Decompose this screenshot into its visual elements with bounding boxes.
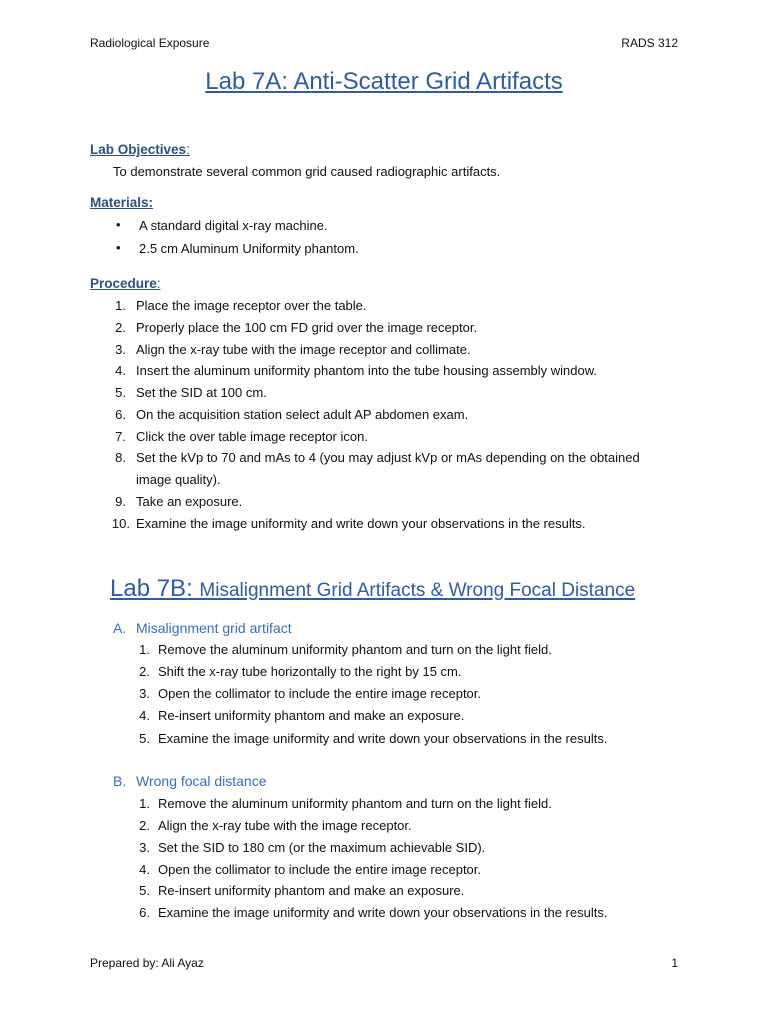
step-number: 10.	[111, 516, 130, 531]
material-item: 2.5 cm Aluminum Uniformity phantom.	[139, 241, 359, 256]
step-text: Properly place the 100 cm FD grid over the image receptor.	[136, 320, 478, 335]
step-text: Shift the x-ray tube horizontally to the right by 15 cm.	[158, 664, 462, 679]
step-text: Open the collimator to include the entire image receptor.	[158, 862, 482, 877]
step-text: Examine the image uniformity and write down your observations in the results.	[158, 731, 608, 746]
step-number: 2.	[139, 818, 150, 833]
step-text: Remove the aluminum uniformity phantom and turn on the light field.	[158, 642, 552, 657]
lab7b-title: Lab 7B: Misalignment Grid Artifacts & Wrong Focal Distance	[110, 575, 636, 602]
step-number: 2.	[139, 664, 150, 679]
step-number: 7.	[115, 429, 126, 444]
footer-prepared-by: Prepared by: Ali Ayaz	[90, 956, 204, 970]
objectives-text: To demonstrate several common grid caused radiographic artifacts.	[113, 164, 501, 179]
step-text: Examine the image uniformity and write down your observations in the results.	[158, 905, 608, 920]
step-text: Remove the aluminum uniformity phantom and turn on the light field.	[158, 796, 552, 811]
step-text: Take an exposure.	[136, 494, 243, 509]
step-text: Place the image receptor over the table.	[136, 298, 367, 313]
step-text: Insert the aluminum uniformity phantom into the tube housing assembly window.	[136, 363, 598, 378]
step-text: Set the SID at 100 cm.	[136, 385, 267, 400]
objectives-heading: Lab Objectives:	[90, 142, 190, 157]
step-text-continued: image quality).	[136, 472, 221, 487]
step-text: Set the SID to 180 cm (or the maximum achievable SID).	[158, 840, 486, 855]
header-course-code: RADS 312	[621, 36, 678, 50]
step-number: 8.	[115, 450, 126, 465]
step-number: 2.	[115, 320, 126, 335]
section-a-heading: Misalignment grid artifact	[136, 620, 292, 636]
step-text: Click the over table image receptor icon.	[136, 429, 368, 444]
step-number: 4.	[139, 862, 150, 877]
step-number: 3.	[139, 840, 150, 855]
step-number: 1.	[139, 796, 150, 811]
step-text: Open the collimator to include the entire image receptor.	[158, 686, 482, 701]
step-text: Examine the image uniformity and write down your observations in the results.	[136, 516, 586, 531]
step-text: On the acquisition station select adult AP abdomen exam.	[136, 407, 469, 422]
step-text: Set the kVp to 70 and mAs to 4 (you may adjust kVp or mAs depending on the obtained	[136, 450, 640, 465]
step-number: 5.	[115, 385, 126, 400]
step-number: 4.	[115, 363, 126, 378]
step-number: 5.	[139, 731, 150, 746]
procedure-heading: Procedure:	[90, 276, 161, 291]
section-a-letter: A.	[113, 620, 127, 636]
step-number: 3.	[139, 686, 150, 701]
material-item: A standard digital x-ray machine.	[139, 218, 328, 233]
section-b-letter: B.	[113, 773, 127, 789]
step-number: 3.	[115, 342, 126, 357]
footer-page-number: 1	[671, 956, 678, 970]
step-number: 1.	[139, 642, 150, 657]
materials-heading: Materials:	[90, 195, 154, 210]
lab7a-title: Lab 7A: Anti-Scatter Grid Artifacts	[205, 68, 563, 95]
step-number: 6.	[115, 407, 126, 422]
step-number: 9.	[115, 494, 126, 509]
bullet-icon: •	[116, 240, 121, 255]
step-number: 5.	[139, 883, 150, 898]
header-course-name: Radiological Exposure	[90, 36, 210, 50]
step-text: Re-insert uniformity phantom and make an exposure.	[158, 708, 465, 723]
step-text: Align the x-ray tube with the image receptor.	[158, 818, 412, 833]
bullet-icon: •	[116, 217, 121, 232]
step-number: 4.	[139, 708, 150, 723]
step-number: 1.	[115, 298, 126, 313]
step-text: Align the x-ray tube with the image receptor and collimate.	[136, 342, 471, 357]
section-b-heading: Wrong focal distance	[136, 773, 267, 789]
step-text: Re-insert uniformity phantom and make an exposure.	[158, 883, 465, 898]
step-number: 6.	[139, 905, 150, 920]
